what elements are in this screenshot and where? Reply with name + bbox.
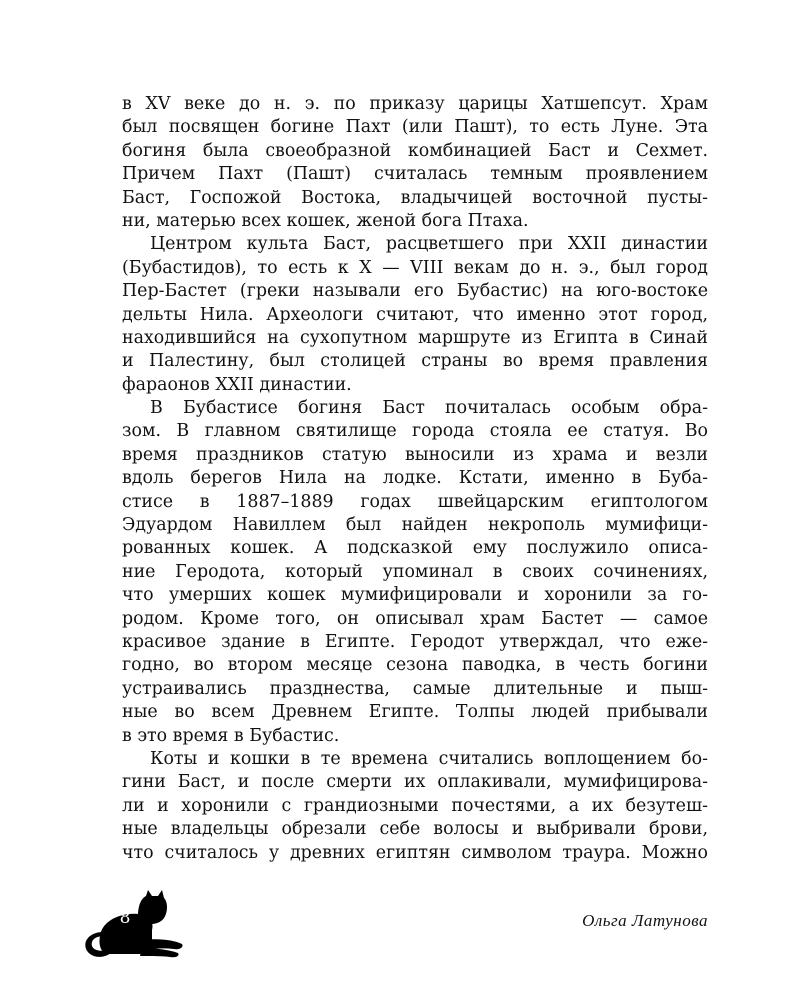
paragraph-first-line: Коты и кошки в те времена считались воплощением бо-: [150, 748, 708, 769]
text-line: ные владельцы обрезали себе волосы и выбривали брови,: [122, 819, 708, 840]
text-line: стисе в 1887–1889 годах швейцарским египтологом: [122, 491, 708, 512]
text-line: родом. Кроме того, он описывал храм Бастет — самое: [122, 608, 708, 629]
text-line: годно, во втором месяце сезона паводка, в честь богини: [122, 655, 708, 676]
text-line: был посвящен богине Пахт (или Пашт), то есть Луне. Эта: [122, 117, 708, 138]
text-line: находившийся на сухопутном маршруте из Египта в Синай: [122, 327, 708, 348]
text-line: и Палестину, был столицей страны во время правления: [122, 351, 708, 372]
text-line: в XV веке до н. э. по приказу царицы Хатшепсут. Храм: [122, 94, 708, 114]
page-body-text: [122, 93, 708, 865]
text-line: вдоль берегов Нила на лодке. Кстати, именно в Буба-: [122, 468, 708, 489]
text-line: что считалось у древних египтян символом траура. Можно: [122, 842, 708, 863]
text-line: что умерших кошек мумифицировали и хоронили за го-: [122, 585, 708, 606]
text-line: зом. В главном святилище города стояла ее статуя. Во: [122, 421, 708, 442]
text-line: Эдуардом Навиллем был найден некрополь мумифици-: [122, 515, 708, 536]
running-footer-author: Ольга Латунова: [582, 911, 708, 930]
text-line: Пер-Бастет (греки называли его Бубастис) на юго-востоке: [122, 281, 708, 302]
text-line: богиня была своеобразной комбинацией Баст и Сехмет.: [122, 140, 708, 161]
paragraph-first-line: Центром культа Баст, расцветшего при XXII династии: [150, 234, 708, 255]
text-line: ние Геродота, который упоминал в своих сочинениях,: [122, 561, 708, 582]
text-line: ные во всем Древнем Египте. Толпы людей прибывали: [122, 702, 708, 723]
text-line: ни, матерью всех кошек, женой бога Птаха.: [122, 210, 529, 231]
text-line: гини Баст, и после смерти их оплакивали, мумифицирова-: [122, 772, 708, 793]
page-number: 8: [119, 908, 131, 928]
text-line: Баст, Госпожой Востока, владычицей восточной пусты-: [122, 187, 708, 208]
text-line: красивое здание в Египте. Геродот утверждал, что еже-: [122, 631, 708, 652]
text-line: устраивались празднества, самые длительные и пыш-: [122, 678, 708, 699]
text-line: (Бубастидов), то есть к X — VIII векам до н. э., был город: [122, 257, 708, 278]
paragraph-first-line: В Бубастисе богиня Баст почиталась особым обра-: [150, 398, 708, 419]
text-line: ли и хоронили с грандиозными почестями, а их безутеш-: [122, 795, 708, 816]
text-line: рованных кошек. А подсказкой ему послужило описа-: [122, 538, 708, 559]
text-line: дельты Нила. Археологи считают, что именно этот город,: [122, 304, 708, 325]
text-line: время праздников статую выносили из храма и везли: [122, 444, 708, 465]
text-line: в это время в Бубастис.: [122, 725, 340, 746]
page-footer: [0, 880, 800, 960]
text-line: Причем Пахт (Пашт) считалась темным проявлением: [122, 164, 708, 185]
text-line: фараонов XXII династии.: [122, 374, 352, 395]
